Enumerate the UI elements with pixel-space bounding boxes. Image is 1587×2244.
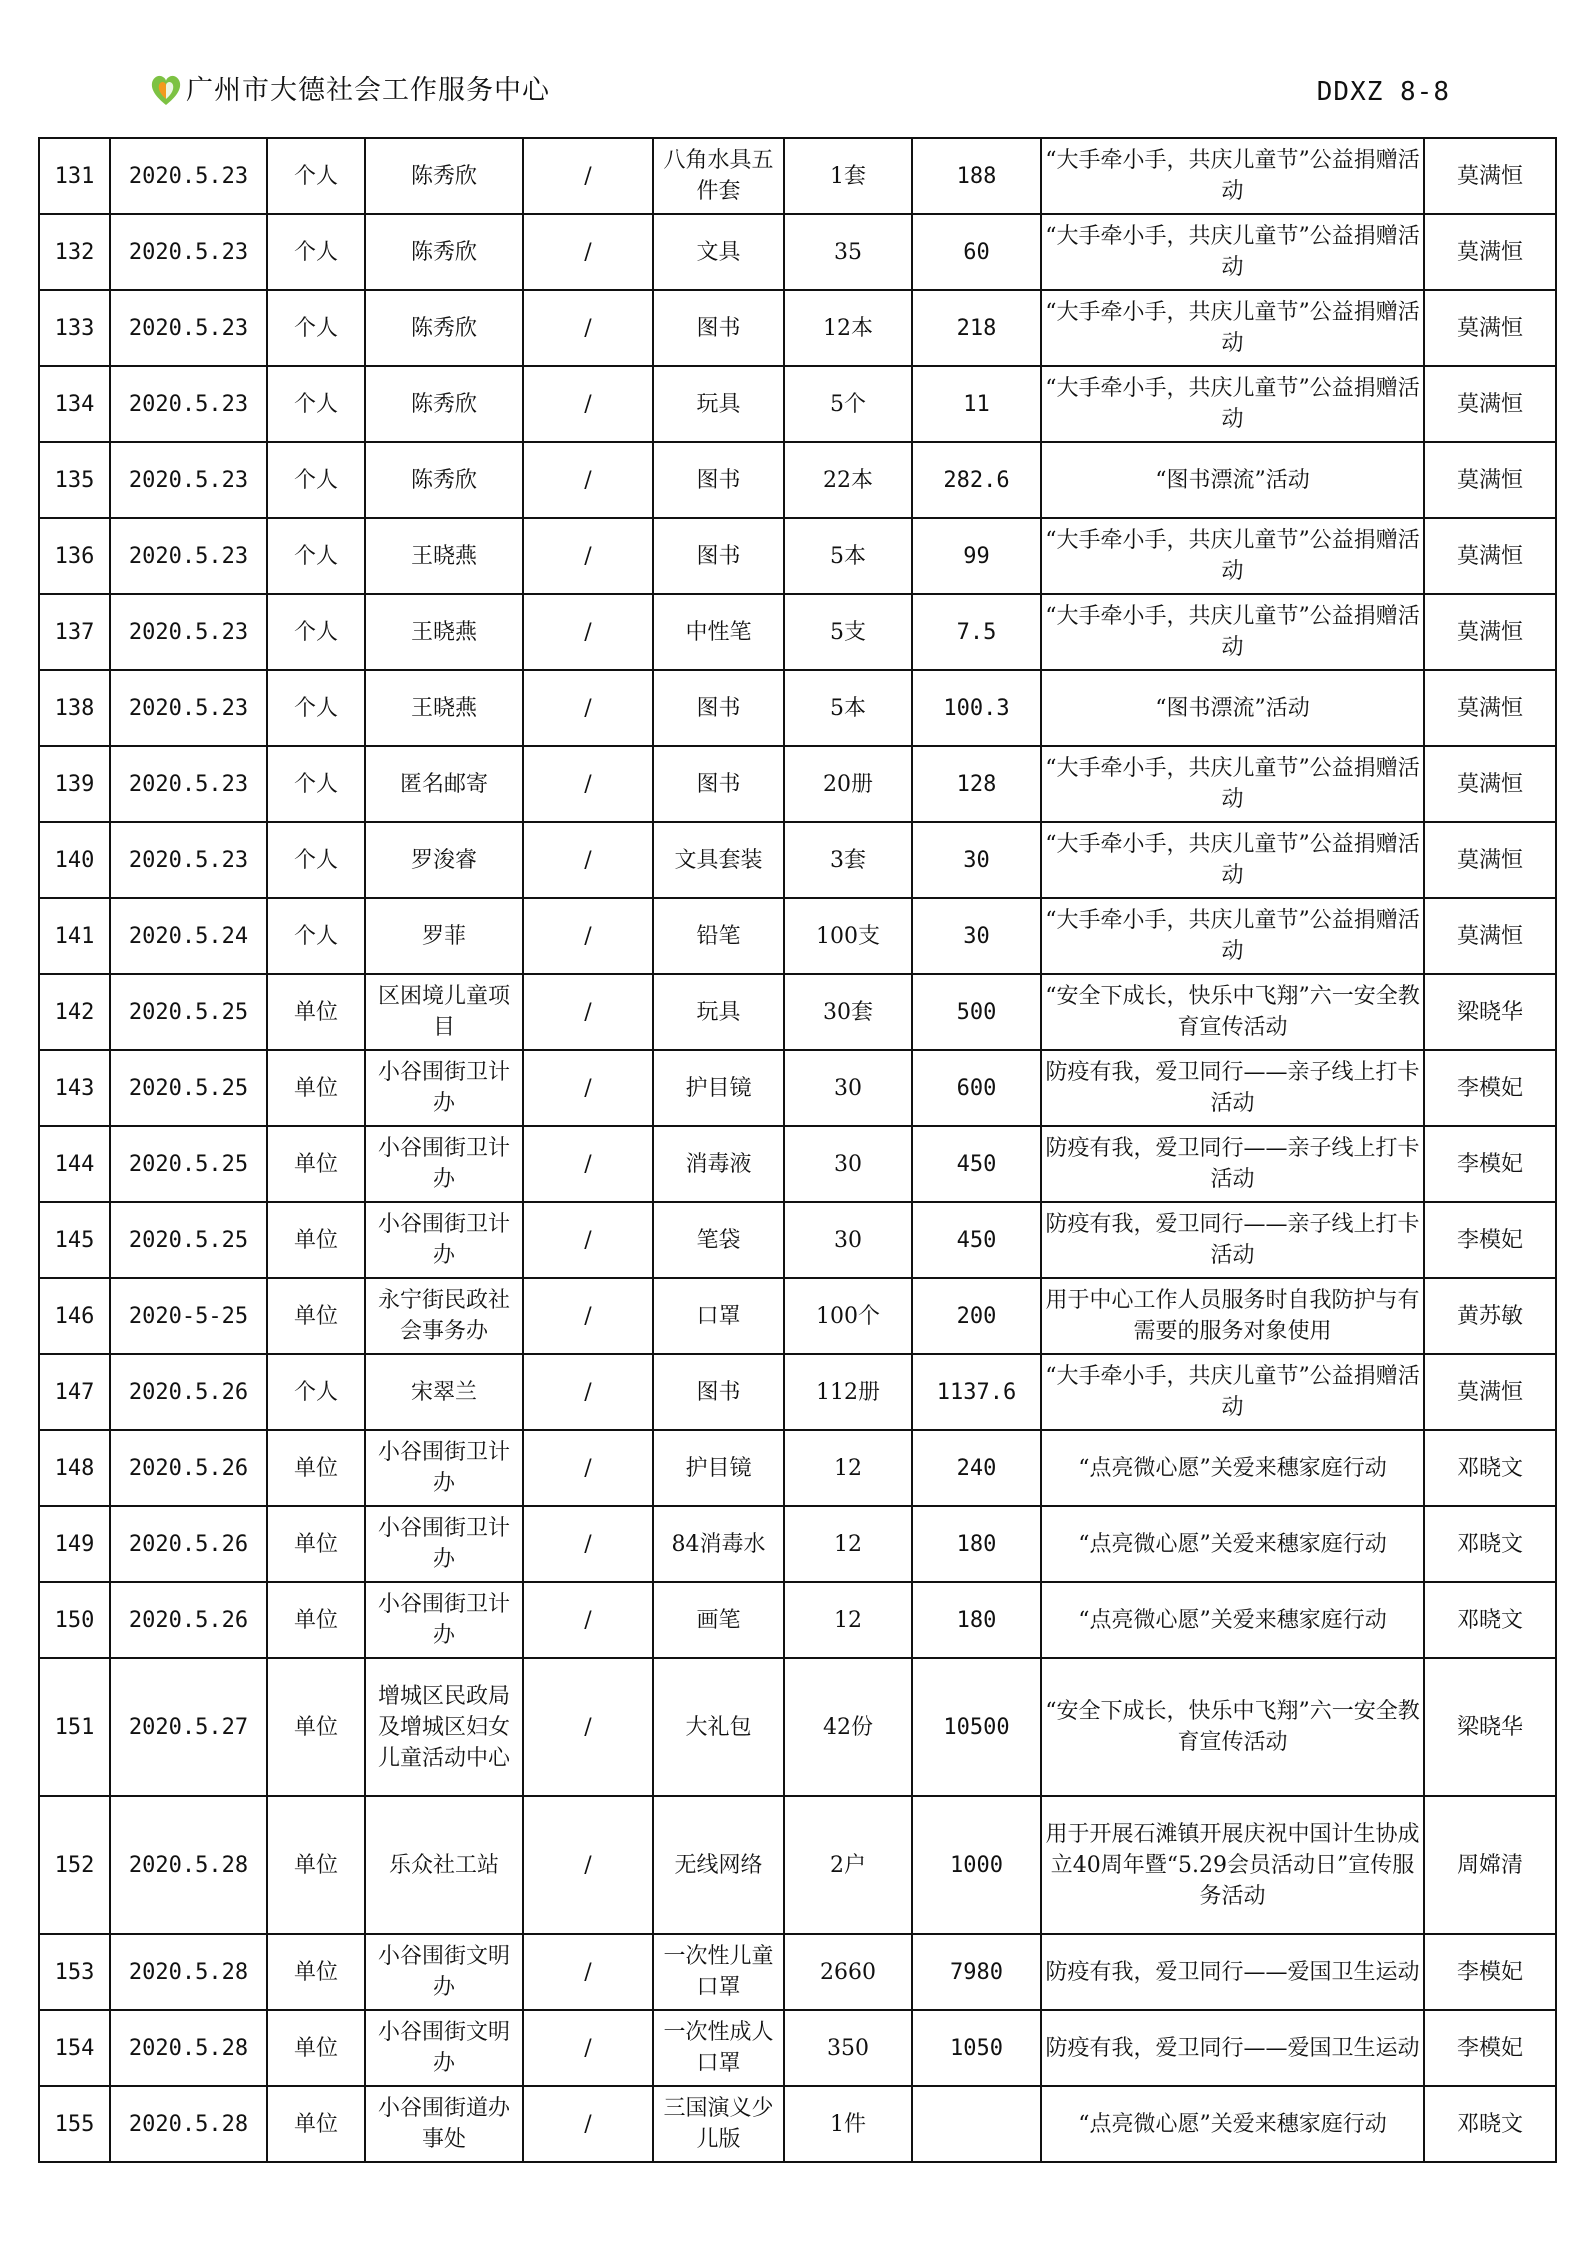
table-row: [39, 670, 1556, 746]
table-row: [39, 442, 1556, 518]
item-name-cell: 三国演义少儿版: [653, 2086, 784, 2162]
item-name-cell: 无线网络: [653, 1796, 784, 1934]
donor-type-cell: 单位: [267, 1430, 365, 1506]
quantity-cell: 2户: [784, 1796, 912, 1934]
row-number-cell: 134: [39, 366, 110, 442]
donor-type-cell: 个人: [267, 518, 365, 594]
handler-cell: 李模妃: [1424, 1050, 1556, 1126]
handler-cell: 莫满恒: [1424, 290, 1556, 366]
donor-name-cell: 小谷围街卫计办: [365, 1582, 523, 1658]
date-cell: 2020.5.23: [110, 290, 267, 366]
donor-type-cell: 个人: [267, 1354, 365, 1430]
donor-name-cell: 永宁街民政社会事务办: [365, 1278, 523, 1354]
table-row: [39, 138, 1556, 214]
table-row: [39, 2010, 1556, 2086]
row-number-cell: 146: [39, 1278, 110, 1354]
item-name-cell: 图书: [653, 670, 784, 746]
handler-cell: 莫满恒: [1424, 214, 1556, 290]
purpose-cell: “大手牵小手，共庆儿童节”公益捐赠活动: [1041, 898, 1424, 974]
donor-name-cell: 匿名邮寄: [365, 746, 523, 822]
donor-type-cell: 单位: [267, 1202, 365, 1278]
heart-logo-icon: [150, 72, 182, 108]
handler-cell: 周嫦清: [1424, 1796, 1556, 1934]
row-number-cell: 133: [39, 290, 110, 366]
blank-slash-cell: /: [523, 1202, 653, 1278]
purpose-cell: “大手牵小手，共庆儿童节”公益捐赠活动: [1041, 290, 1424, 366]
purpose-cell: “点亮微心愿”关爱来穗家庭行动: [1041, 2086, 1424, 2162]
quantity-cell: 112册: [784, 1354, 912, 1430]
quantity-cell: 5本: [784, 670, 912, 746]
handler-cell: 李模妃: [1424, 1202, 1556, 1278]
date-cell: 2020.5.23: [110, 670, 267, 746]
blank-slash-cell: /: [523, 898, 653, 974]
row-number-cell: 154: [39, 2010, 110, 2086]
date-cell: 2020.5.23: [110, 214, 267, 290]
donor-type-cell: 个人: [267, 670, 365, 746]
amount-cell: 11: [912, 366, 1041, 442]
purpose-cell: 防疫有我，爱卫同行——爱国卫生运动: [1041, 1934, 1424, 2010]
row-number-cell: 144: [39, 1126, 110, 1202]
donor-name-cell: 小谷围街道办事处: [365, 2086, 523, 2162]
amount-cell: 30: [912, 822, 1041, 898]
table-row: [39, 1354, 1556, 1430]
donor-name-cell: 小谷围街卫计办: [365, 1430, 523, 1506]
row-number-cell: 152: [39, 1796, 110, 1934]
table-row: [39, 1934, 1556, 2010]
amount-cell: 99: [912, 518, 1041, 594]
table-row: [39, 1202, 1556, 1278]
donor-type-cell: 个人: [267, 138, 365, 214]
date-cell: 2020.5.25: [110, 974, 267, 1050]
handler-cell: 邓晓文: [1424, 2086, 1556, 2162]
row-number-cell: 155: [39, 2086, 110, 2162]
handler-cell: 邓晓文: [1424, 1582, 1556, 1658]
blank-slash-cell: /: [523, 1582, 653, 1658]
date-cell: 2020.5.28: [110, 1934, 267, 2010]
amount-cell: 450: [912, 1202, 1041, 1278]
blank-slash-cell: /: [523, 670, 653, 746]
row-number-cell: 148: [39, 1430, 110, 1506]
table-row: [39, 746, 1556, 822]
donor-type-cell: 单位: [267, 1796, 365, 1934]
blank-slash-cell: /: [523, 1354, 653, 1430]
purpose-cell: 防疫有我，爱卫同行——亲子线上打卡活动: [1041, 1050, 1424, 1126]
handler-cell: 李模妃: [1424, 2010, 1556, 2086]
donor-type-cell: 单位: [267, 1126, 365, 1202]
date-cell: 2020.5.23: [110, 822, 267, 898]
donor-name-cell: 小谷围街文明办: [365, 1934, 523, 2010]
date-cell: 2020.5.23: [110, 746, 267, 822]
donor-name-cell: 王晓燕: [365, 594, 523, 670]
amount-cell: 1050: [912, 2010, 1041, 2086]
blank-slash-cell: /: [523, 746, 653, 822]
item-name-cell: 一次性儿童口罩: [653, 1934, 784, 2010]
purpose-cell: “大手牵小手，共庆儿童节”公益捐赠活动: [1041, 518, 1424, 594]
purpose-cell: 防疫有我，爱卫同行——亲子线上打卡活动: [1041, 1126, 1424, 1202]
quantity-cell: 100个: [784, 1278, 912, 1354]
blank-slash-cell: /: [523, 518, 653, 594]
table-row: [39, 1050, 1556, 1126]
purpose-cell: 防疫有我，爱卫同行——亲子线上打卡活动: [1041, 1202, 1424, 1278]
quantity-cell: 20册: [784, 746, 912, 822]
row-number-cell: 132: [39, 214, 110, 290]
row-number-cell: 151: [39, 1658, 110, 1796]
ledger-body: [39, 138, 1556, 2162]
donor-name-cell: 增城区民政局及增城区妇女儿童活动中心: [365, 1658, 523, 1796]
quantity-cell: 12: [784, 1582, 912, 1658]
row-number-cell: 142: [39, 974, 110, 1050]
quantity-cell: 2660: [784, 1934, 912, 2010]
item-name-cell: 大礼包: [653, 1658, 784, 1796]
blank-slash-cell: /: [523, 1050, 653, 1126]
quantity-cell: 5支: [784, 594, 912, 670]
donor-name-cell: 小谷围街卫计办: [365, 1050, 523, 1126]
organization-name: 广州市大德社会工作服务中心: [186, 75, 550, 106]
item-name-cell: 玩具: [653, 366, 784, 442]
quantity-cell: 350: [784, 2010, 912, 2086]
handler-cell: 梁晓华: [1424, 974, 1556, 1050]
blank-slash-cell: /: [523, 1658, 653, 1796]
handler-cell: 莫满恒: [1424, 518, 1556, 594]
donor-name-cell: 宋翠兰: [365, 1354, 523, 1430]
donor-type-cell: 单位: [267, 1582, 365, 1658]
date-cell: 2020.5.26: [110, 1582, 267, 1658]
table-row: [39, 214, 1556, 290]
blank-slash-cell: /: [523, 1796, 653, 1934]
row-number-cell: 131: [39, 138, 110, 214]
item-name-cell: 护目镜: [653, 1050, 784, 1126]
handler-cell: 莫满恒: [1424, 898, 1556, 974]
table-row: [39, 518, 1556, 594]
blank-slash-cell: /: [523, 442, 653, 518]
item-name-cell: 一次性成人口罩: [653, 2010, 784, 2086]
item-name-cell: 图书: [653, 746, 784, 822]
purpose-cell: “大手牵小手，共庆儿童节”公益捐赠活动: [1041, 594, 1424, 670]
table-row: [39, 594, 1556, 670]
quantity-cell: 5本: [784, 518, 912, 594]
item-name-cell: 文具套装: [653, 822, 784, 898]
blank-slash-cell: /: [523, 366, 653, 442]
date-cell: 2020.5.28: [110, 1796, 267, 1934]
row-number-cell: 138: [39, 670, 110, 746]
item-name-cell: 口罩: [653, 1278, 784, 1354]
amount-cell: 100.3: [912, 670, 1041, 746]
donor-type-cell: 个人: [267, 822, 365, 898]
table-row: [39, 366, 1556, 442]
row-number-cell: 149: [39, 1506, 110, 1582]
amount-cell: 282.6: [912, 442, 1041, 518]
donor-type-cell: 单位: [267, 1658, 365, 1796]
amount-cell: 240: [912, 1430, 1041, 1506]
donor-type-cell: 单位: [267, 1278, 365, 1354]
row-number-cell: 140: [39, 822, 110, 898]
date-cell: 2020.5.25: [110, 1126, 267, 1202]
purpose-cell: “大手牵小手，共庆儿童节”公益捐赠活动: [1041, 822, 1424, 898]
table-row: [39, 290, 1556, 366]
item-name-cell: 84消毒水: [653, 1506, 784, 1582]
handler-cell: 梁晓华: [1424, 1658, 1556, 1796]
donor-type-cell: 个人: [267, 290, 365, 366]
quantity-cell: 30: [784, 1126, 912, 1202]
donor-name-cell: 罗浚睿: [365, 822, 523, 898]
purpose-cell: “大手牵小手，共庆儿童节”公益捐赠活动: [1041, 1354, 1424, 1430]
item-name-cell: 铅笔: [653, 898, 784, 974]
donor-name-cell: 陈秀欣: [365, 214, 523, 290]
blank-slash-cell: /: [523, 138, 653, 214]
table-row: [39, 822, 1556, 898]
table-row: [39, 1796, 1556, 1934]
date-cell: 2020-5-25: [110, 1278, 267, 1354]
donation-ledger-table: [38, 137, 1557, 2163]
donor-type-cell: 个人: [267, 366, 365, 442]
date-cell: 2020.5.23: [110, 366, 267, 442]
quantity-cell: 35: [784, 214, 912, 290]
handler-cell: 莫满恒: [1424, 442, 1556, 518]
donor-name-cell: 小谷围街文明办: [365, 2010, 523, 2086]
date-cell: 2020.5.23: [110, 442, 267, 518]
handler-cell: 莫满恒: [1424, 366, 1556, 442]
handler-cell: 莫满恒: [1424, 138, 1556, 214]
donor-name-cell: 王晓燕: [365, 518, 523, 594]
date-cell: 2020.5.26: [110, 1430, 267, 1506]
table-row: [39, 1658, 1556, 1796]
handler-cell: 邓晓文: [1424, 1430, 1556, 1506]
donor-name-cell: 乐众社工站: [365, 1796, 523, 1934]
donor-name-cell: 小谷围街卫计办: [365, 1126, 523, 1202]
table-row: [39, 898, 1556, 974]
blank-slash-cell: /: [523, 594, 653, 670]
date-cell: 2020.5.23: [110, 138, 267, 214]
date-cell: 2020.5.23: [110, 594, 267, 670]
blank-slash-cell: /: [523, 2086, 653, 2162]
purpose-cell: “点亮微心愿”关爱来穗家庭行动: [1041, 1506, 1424, 1582]
donor-type-cell: 单位: [267, 1934, 365, 2010]
quantity-cell: 12: [784, 1430, 912, 1506]
blank-slash-cell: /: [523, 974, 653, 1050]
item-name-cell: 图书: [653, 442, 784, 518]
table-row: [39, 974, 1556, 1050]
item-name-cell: 八角水具五件套: [653, 138, 784, 214]
date-cell: 2020.5.28: [110, 2086, 267, 2162]
row-number-cell: 139: [39, 746, 110, 822]
amount-cell: 188: [912, 138, 1041, 214]
date-cell: 2020.5.25: [110, 1202, 267, 1278]
blank-slash-cell: /: [523, 1934, 653, 2010]
donor-name-cell: 王晓燕: [365, 670, 523, 746]
amount-cell: 1000: [912, 1796, 1041, 1934]
handler-cell: 黄苏敏: [1424, 1278, 1556, 1354]
amount-cell: 60: [912, 214, 1041, 290]
table-row: [39, 2086, 1556, 2162]
amount-cell: 180: [912, 1582, 1041, 1658]
table-row: [39, 1430, 1556, 1506]
document-code: DDXZ 8-8: [1316, 77, 1450, 107]
amount-cell: 218: [912, 290, 1041, 366]
purpose-cell: 用于中心工作人员服务时自我防护与有需要的服务对象使用: [1041, 1278, 1424, 1354]
quantity-cell: 30套: [784, 974, 912, 1050]
amount-cell: 128: [912, 746, 1041, 822]
donor-name-cell: 陈秀欣: [365, 138, 523, 214]
blank-slash-cell: /: [523, 1126, 653, 1202]
purpose-cell: “图书漂流”活动: [1041, 442, 1424, 518]
item-name-cell: 护目镜: [653, 1430, 784, 1506]
amount-cell: 7.5: [912, 594, 1041, 670]
table-row: [39, 1278, 1556, 1354]
amount-cell: 180: [912, 1506, 1041, 1582]
row-number-cell: 147: [39, 1354, 110, 1430]
item-name-cell: 图书: [653, 1354, 784, 1430]
amount-cell: 10500: [912, 1658, 1041, 1796]
purpose-cell: “图书漂流”活动: [1041, 670, 1424, 746]
purpose-cell: “大手牵小手，共庆儿童节”公益捐赠活动: [1041, 746, 1424, 822]
purpose-cell: 用于开展石滩镇开展庆祝中国计生协成立40周年暨“5.29会员活动日”宣传服务活动: [1041, 1796, 1424, 1934]
row-number-cell: 150: [39, 1582, 110, 1658]
quantity-cell: 12: [784, 1506, 912, 1582]
quantity-cell: 1件: [784, 2086, 912, 2162]
row-number-cell: 143: [39, 1050, 110, 1126]
purpose-cell: 防疫有我，爱卫同行——爱国卫生运动: [1041, 2010, 1424, 2086]
row-number-cell: 135: [39, 442, 110, 518]
purpose-cell: “大手牵小手，共庆儿童节”公益捐赠活动: [1041, 138, 1424, 214]
quantity-cell: 3套: [784, 822, 912, 898]
donor-name-cell: 小谷围街卫计办: [365, 1506, 523, 1582]
amount-cell: 1137.6: [912, 1354, 1041, 1430]
row-number-cell: 136: [39, 518, 110, 594]
row-number-cell: 145: [39, 1202, 110, 1278]
date-cell: 2020.5.23: [110, 518, 267, 594]
purpose-cell: “点亮微心愿”关爱来穗家庭行动: [1041, 1430, 1424, 1506]
purpose-cell: “大手牵小手，共庆儿童节”公益捐赠活动: [1041, 214, 1424, 290]
page-header: [150, 70, 1450, 114]
donor-name-cell: 陈秀欣: [365, 442, 523, 518]
item-name-cell: 图书: [653, 518, 784, 594]
amount-cell: 600: [912, 1050, 1041, 1126]
quantity-cell: 30: [784, 1050, 912, 1126]
quantity-cell: 1套: [784, 138, 912, 214]
handler-cell: 李模妃: [1424, 1934, 1556, 2010]
row-number-cell: 153: [39, 1934, 110, 2010]
blank-slash-cell: /: [523, 2010, 653, 2086]
item-name-cell: 图书: [653, 290, 784, 366]
amount-cell: 500: [912, 974, 1041, 1050]
donor-name-cell: 区困境儿童项目: [365, 974, 523, 1050]
amount-cell: [912, 2086, 1041, 2162]
handler-cell: 莫满恒: [1424, 746, 1556, 822]
amount-cell: 200: [912, 1278, 1041, 1354]
handler-cell: 莫满恒: [1424, 822, 1556, 898]
item-name-cell: 中性笔: [653, 594, 784, 670]
table-row: [39, 1506, 1556, 1582]
purpose-cell: “大手牵小手，共庆儿童节”公益捐赠活动: [1041, 366, 1424, 442]
handler-cell: 邓晓文: [1424, 1506, 1556, 1582]
donor-type-cell: 个人: [267, 746, 365, 822]
purpose-cell: “安全下成长，快乐中飞翔”六一安全教育宣传活动: [1041, 974, 1424, 1050]
row-number-cell: 141: [39, 898, 110, 974]
donor-type-cell: 个人: [267, 898, 365, 974]
donor-type-cell: 个人: [267, 594, 365, 670]
donor-type-cell: 单位: [267, 974, 365, 1050]
donor-name-cell: 陈秀欣: [365, 290, 523, 366]
item-name-cell: 文具: [653, 214, 784, 290]
donor-name-cell: 小谷围街卫计办: [365, 1202, 523, 1278]
amount-cell: 30: [912, 898, 1041, 974]
handler-cell: 莫满恒: [1424, 594, 1556, 670]
blank-slash-cell: /: [523, 290, 653, 366]
date-cell: 2020.5.25: [110, 1050, 267, 1126]
table-row: [39, 1582, 1556, 1658]
donor-name-cell: 罗菲: [365, 898, 523, 974]
blank-slash-cell: /: [523, 1278, 653, 1354]
quantity-cell: 30: [784, 1202, 912, 1278]
item-name-cell: 画笔: [653, 1582, 784, 1658]
purpose-cell: “点亮微心愿”关爱来穗家庭行动: [1041, 1582, 1424, 1658]
handler-cell: 莫满恒: [1424, 670, 1556, 746]
item-name-cell: 笔袋: [653, 1202, 784, 1278]
blank-slash-cell: /: [523, 1430, 653, 1506]
item-name-cell: 消毒液: [653, 1126, 784, 1202]
date-cell: 2020.5.27: [110, 1658, 267, 1796]
quantity-cell: 12本: [784, 290, 912, 366]
item-name-cell: 玩具: [653, 974, 784, 1050]
donor-type-cell: 个人: [267, 214, 365, 290]
date-cell: 2020.5.24: [110, 898, 267, 974]
donor-type-cell: 单位: [267, 1506, 365, 1582]
donor-name-cell: 陈秀欣: [365, 366, 523, 442]
donor-type-cell: 单位: [267, 2086, 365, 2162]
blank-slash-cell: /: [523, 822, 653, 898]
quantity-cell: 42份: [784, 1658, 912, 1796]
purpose-cell: “安全下成长，快乐中飞翔”六一安全教育宣传活动: [1041, 1658, 1424, 1796]
handler-cell: 李模妃: [1424, 1126, 1556, 1202]
quantity-cell: 5个: [784, 366, 912, 442]
date-cell: 2020.5.28: [110, 2010, 267, 2086]
blank-slash-cell: /: [523, 214, 653, 290]
donor-type-cell: 个人: [267, 442, 365, 518]
handler-cell: 莫满恒: [1424, 1354, 1556, 1430]
row-number-cell: 137: [39, 594, 110, 670]
quantity-cell: 100支: [784, 898, 912, 974]
date-cell: 2020.5.26: [110, 1354, 267, 1430]
amount-cell: 450: [912, 1126, 1041, 1202]
table-row: [39, 1126, 1556, 1202]
blank-slash-cell: /: [523, 1506, 653, 1582]
donor-type-cell: 单位: [267, 2010, 365, 2086]
quantity-cell: 22本: [784, 442, 912, 518]
amount-cell: 7980: [912, 1934, 1041, 2010]
donor-type-cell: 单位: [267, 1050, 365, 1126]
date-cell: 2020.5.26: [110, 1506, 267, 1582]
